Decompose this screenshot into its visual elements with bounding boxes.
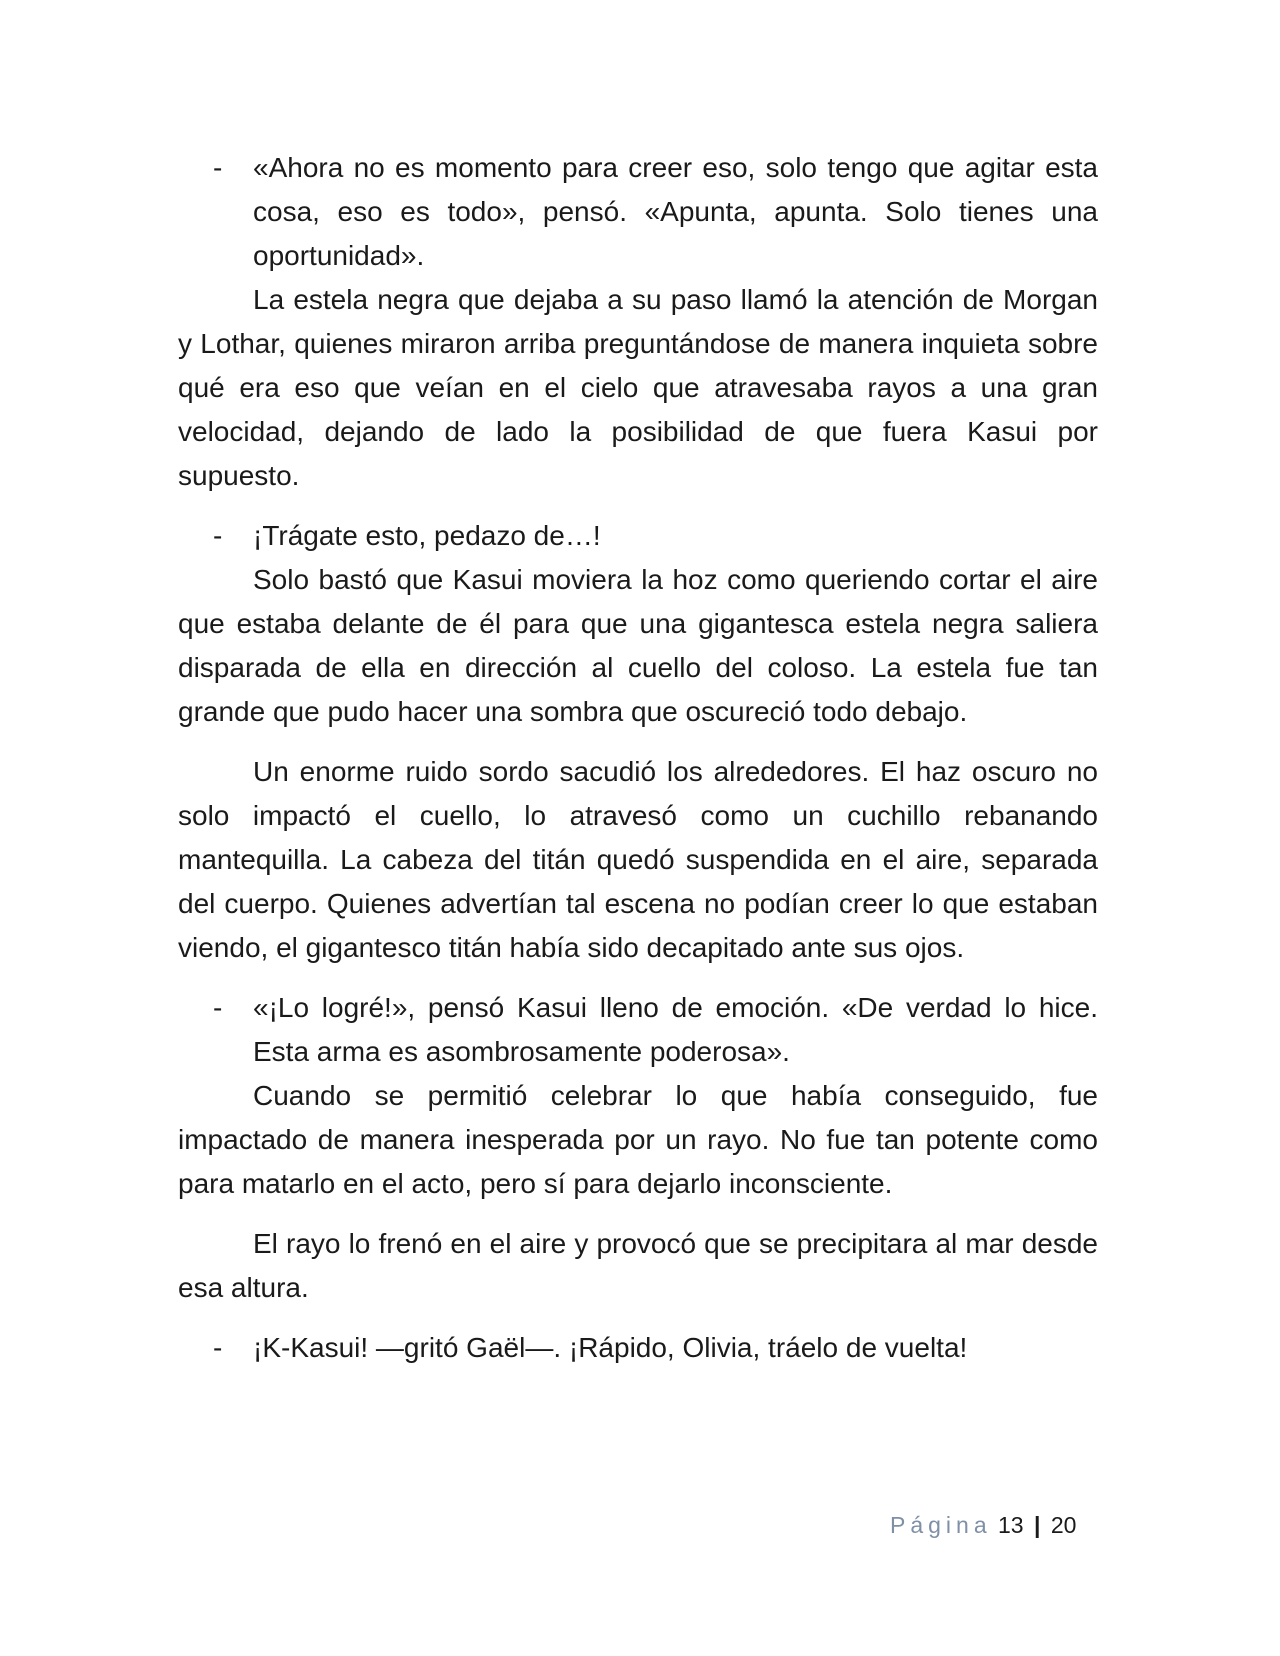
page-total: 20 <box>1050 1512 1077 1538</box>
dialogue-line <box>178 986 1098 1074</box>
narrative-paragraph: Solo bastó que Kasui moviera la hoz como queriendo cortar el aire que estaba delante de él para que una gigantesca estela negra saliera disparada de ella en dirección al cuello del coloso. La estela fue tan grande que pudo hacer una sombra que oscureció todo debajo. <box>178 564 1098 727</box>
body-text <box>178 146 1098 1370</box>
dialogue-dash: - <box>213 520 223 551</box>
page-label: Página <box>890 1512 992 1538</box>
page-footer <box>890 1510 1076 1540</box>
page-separator: | <box>1034 1512 1041 1538</box>
dialogue-text: ¡Trágate esto, pedazo de…! <box>253 520 601 551</box>
dialogue-dash: - <box>213 1332 223 1363</box>
page-number: 13 <box>998 1512 1024 1538</box>
dialogue-line <box>178 1326 1098 1370</box>
dialogue-text: «¡Lo logré!», pensó Kasui lleno de emoción. «De verdad lo hice. Esta arma es asombrosamente poderosa». <box>253 992 1098 1067</box>
dialogue-text: ¡K-Kasui! —gritó Gaël—. ¡Rápido, Olivia, tráelo de vuelta! <box>253 1332 968 1363</box>
narrative-paragraph: El rayo lo frenó en el aire y provocó que se precipitara al mar desde esa altura. <box>178 1228 1098 1303</box>
dialogue-line <box>178 514 1098 558</box>
dialogue-dash: - <box>213 992 223 1023</box>
dialogue-line <box>178 146 1098 278</box>
narrative-paragraph: La estela negra que dejaba a su paso llamó la atención de Morgan y Lothar, quienes miraron arriba preguntándose de manera inquieta sobre qué era eso que veían en el cielo que atravesaba rayos a una gran velocidad, dejando de lado la posibilidad de que fuera Kasui por supuesto. <box>178 284 1098 491</box>
dialogue-dash: - <box>213 152 223 183</box>
narrative-paragraph: Cuando se permitió celebrar lo que había conseguido, fue impactado de manera inesperada por un rayo. No fue tan potente como para matarlo en el acto, pero sí para dejarlo inconsciente. <box>178 1080 1098 1199</box>
narrative-paragraph: Un enorme ruido sordo sacudió los alrededores. El haz oscuro no solo impactó el cuello, lo atravesó como un cuchillo rebanando mantequilla. La cabeza del titán quedó suspendida en el aire, separada del cuerpo. Quienes advertían tal escena no podían creer lo que estaban viendo, el gigantesco titán había sido decapitado ante sus ojos. <box>178 756 1098 963</box>
dialogue-text: «Ahora no es momento para creer eso, solo tengo que agitar esta cosa, eso es todo», pensó. «Apunta, apunta. Solo tienes una oportunidad». <box>253 152 1098 271</box>
